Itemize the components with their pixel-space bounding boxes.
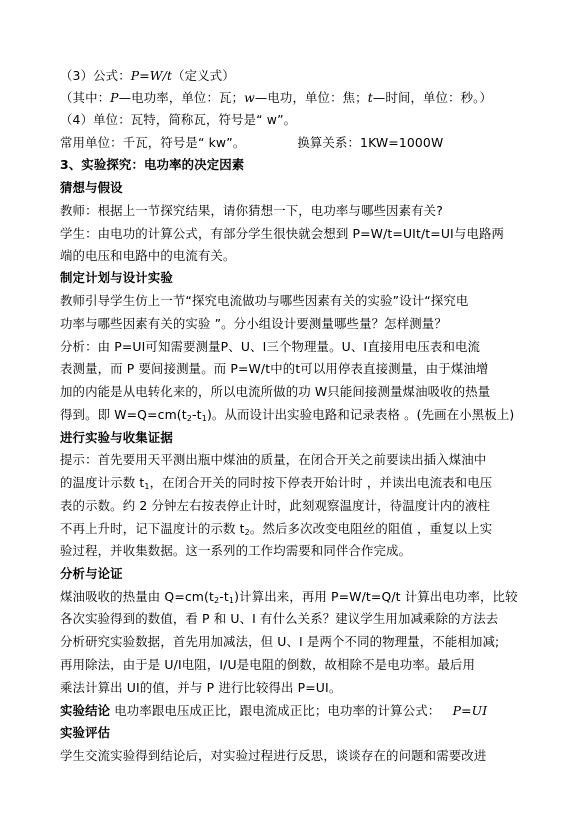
subscript: 2 bbox=[214, 596, 220, 605]
paragraph-line bbox=[60, 521, 530, 537]
paragraph-line bbox=[60, 475, 530, 491]
common-unit-line bbox=[60, 135, 530, 151]
subheading: 进行实验与收集证据 bbox=[60, 430, 173, 445]
symbol: t bbox=[367, 90, 373, 105]
text: 的温度计示数 t bbox=[60, 475, 145, 490]
text: -t bbox=[219, 589, 229, 604]
paragraph-line: 各次实验得到的数值，看 P 和 U、I 有什么关系？建议学生用加减乘除的方法去 bbox=[60, 611, 499, 626]
text: ，在闭合开关的同时按下停表开始计时 ，并读出电流表和电压 bbox=[149, 475, 493, 490]
paragraph-line: 分析研究实验数据，首先用加减法，但 U、I 是两个不同的物理量，不能相加减; bbox=[60, 634, 500, 649]
subheading: 猜想与假设 bbox=[60, 180, 123, 195]
paragraph-line: 乘法计算出 UI的值，并与 P 进行比较得出 P=UI。 bbox=[60, 680, 342, 695]
text: -t bbox=[192, 407, 202, 422]
text: （定义式） bbox=[172, 68, 235, 83]
paragraph-line bbox=[60, 407, 530, 423]
text: （3）公式： bbox=[60, 68, 131, 83]
subscript: 2 bbox=[186, 414, 193, 423]
paragraph-line: 分析：由 P=UI可知需要测量P、U、I三个物理量。U、I直接用电压表和电流 bbox=[60, 339, 481, 354]
text: )。从而设计出实验电路和记录表格 。(先画在小黑板上) bbox=[206, 407, 515, 422]
symbol: P bbox=[110, 90, 119, 105]
formula: P=UI bbox=[452, 703, 488, 718]
unit-line: （4）单位：瓦特，简称瓦，符号是“ w”。 bbox=[60, 112, 297, 127]
subscript: 1 bbox=[144, 482, 150, 491]
paragraph-line: 再用除法，由于是 U/I电阻，I/U是电阻的倒数，故相除不是电功率。最后用 bbox=[60, 657, 476, 672]
text: （其中： bbox=[60, 90, 111, 105]
text: 。然后多次改变电阻丝的阻值 ，重复以上实 bbox=[249, 521, 493, 536]
text: —电功率，单位：瓦； bbox=[118, 90, 245, 105]
paragraph-line: 加的内能是从电转化来的，所以电流所做的功 W只能间接测量煤油吸收的热量 bbox=[60, 384, 491, 399]
conversion-text: 换算关系：1KW=1000W bbox=[297, 135, 444, 150]
formula-line bbox=[60, 68, 530, 84]
paragraph-line: 学生交流实验得到结论后，对实验过程进行反思，谈谈存在的问题和需要改进 bbox=[60, 748, 487, 763]
text: 煤油吸收的热量由 Q=cm(t bbox=[60, 589, 215, 604]
paragraph-line: 提示：首先要用天平测出瓶中煤油的质量，在闭合开关之前要读出插入煤油中 bbox=[60, 452, 487, 467]
conclusion-label: 实验结论 bbox=[60, 703, 111, 718]
subheading: 制定计划与设计实验 bbox=[60, 270, 173, 285]
conclusion-line bbox=[60, 703, 530, 719]
paragraph-line: 验过程，并收集数据。这一系列的工作均需要和同伴合作完成。 bbox=[60, 543, 412, 558]
symbol: w bbox=[244, 90, 255, 105]
subheading: 分析与论证 bbox=[60, 566, 123, 581]
formula-explanation-line bbox=[60, 90, 530, 106]
formula: P=W/t bbox=[130, 68, 173, 83]
text: 得到。即 W=Q=cm(t bbox=[60, 407, 187, 422]
subscript: 1 bbox=[228, 596, 235, 605]
paragraph-line bbox=[60, 589, 530, 605]
section-heading: 3、实验探究：电功率的决定因素 bbox=[60, 157, 245, 172]
text: —电功，单位：焦； bbox=[254, 90, 368, 105]
paragraph-line: 学生：由电功的计算公式，有部分学生很快就会想到 P=W/t=UIt/t=UI与电路两 bbox=[60, 226, 505, 241]
subheading: 实验评估 bbox=[60, 725, 111, 740]
paragraph-line: 功率与哪些因素有关的实验 ”。分小组设计要测量哪些量？怎样测量？ bbox=[60, 316, 447, 331]
text: 常用单位：千瓦，符号是“ kw”。 bbox=[60, 135, 246, 150]
paragraph-line: 教师引导学生仿上一节“探究电流做功与哪些因素有关的实验”设计“探究电 bbox=[60, 293, 469, 308]
paragraph-line: 表测量，而 P 要间接测量。而 P=W/t中的t可以用停表直接测量，由于煤油增 bbox=[60, 361, 489, 376]
text: 电功率跟电压成正比，跟电流成正比；电功率的计算公式： bbox=[114, 703, 441, 718]
text: —时间，单位：秒。） bbox=[372, 90, 493, 105]
subscript: 1 bbox=[201, 414, 207, 423]
text: 不再上升时，记下温度计的示数 t bbox=[60, 521, 245, 536]
text: )计算出来，再用 P=W/t=Q/t 计算出电功率，比较 bbox=[234, 589, 518, 604]
subscript: 2 bbox=[244, 528, 250, 537]
paragraph-line: 教师：根据上一节探究结果，请你猜想一下，电功率与哪些因素有关? bbox=[60, 203, 443, 218]
paragraph-line: 表的示数。约 2 分钟左右按表停止计时，此刻观察温度计，待温度计内的液柱 bbox=[60, 498, 491, 513]
paragraph-line: 端的电压和电路中的电流有关。 bbox=[60, 248, 236, 263]
